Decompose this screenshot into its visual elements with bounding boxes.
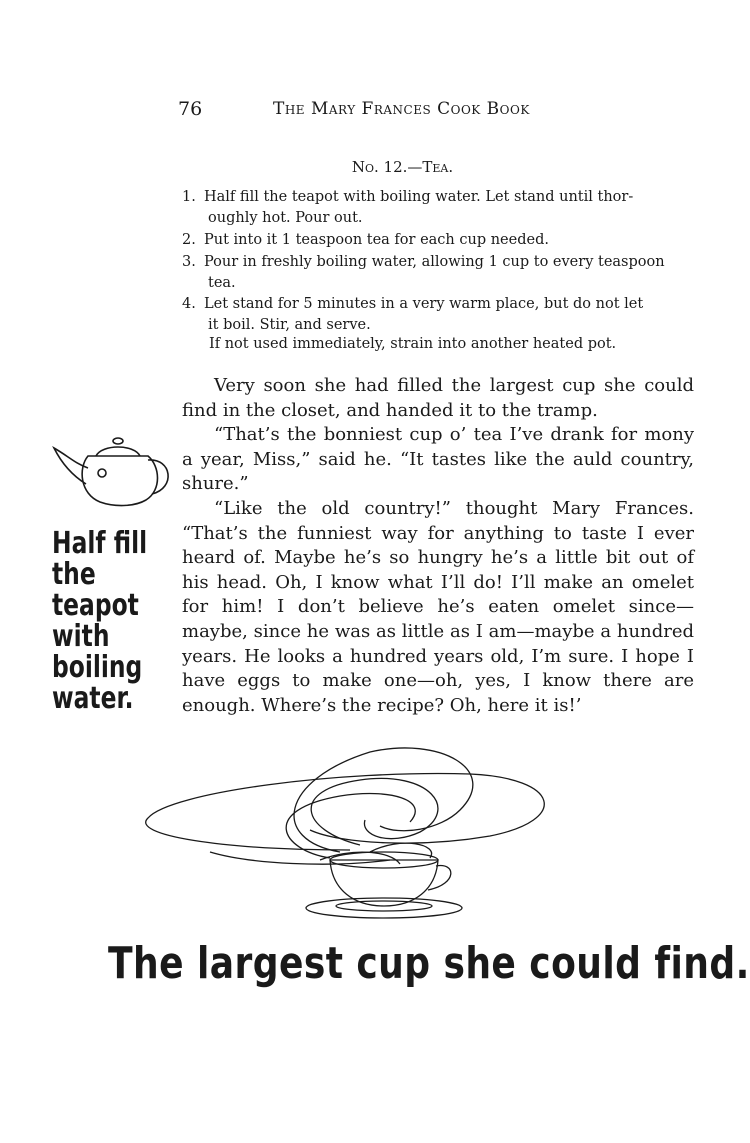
paragraph: Very soon she had filled the largest cup she could find in the closet, and handed it to the tramp. <box>182 375 694 421</box>
paragraph: “That’s the bonniest cup o’ tea I’ve drank for mony a year, Miss,” said he. “It tastes like the auld country, shure.” <box>182 424 694 495</box>
caption-line: teapot <box>52 588 139 623</box>
step-number: 1. <box>182 189 196 205</box>
caption-line: with <box>52 619 110 654</box>
step-number: 3. <box>182 254 196 270</box>
page-number: 76 <box>178 98 203 120</box>
paragraph: “Like the old country!” thought Mary Frances. “That’s the funniest way for anything to taste I ever heard of. Maybe he’s so hungry he’s a little bit out of his head. Oh, I know what I’ll do! I’ll make an omelet for him! I don’t believe he’s eaten omelet since—maybe, since he was as little as I am—maybe a hundred years. He looks a hundred years old, I’m sure. I hope I have eggs to make one—oh, yes, I know there are enough. Where’s the recipe? Oh, here it is!’ <box>182 497 694 716</box>
recipe-note: If not used immediately, strain into another heated pot. <box>209 336 617 352</box>
caption-line: the <box>52 557 96 592</box>
step-number: 2. <box>182 232 196 248</box>
running-title: The Mary Frances Cook Book <box>273 99 530 119</box>
illustration-caption: The largest cup she could find. <box>108 938 750 989</box>
recipe-step <box>182 294 697 336</box>
teapot-illustration <box>48 428 180 508</box>
narrative-text <box>182 374 694 718</box>
step-text: Half fill the teapot with boiling water. Let stand until thor- <box>204 189 634 205</box>
step-text-continued: oughly hot. Pour out. <box>208 210 363 226</box>
recipe-step <box>182 230 697 251</box>
recipe-step <box>182 252 697 294</box>
step-number: 4. <box>182 296 196 312</box>
recipe-title: No. 12.—Tea. <box>351 158 454 176</box>
caption-line: boiling <box>52 650 143 685</box>
caption-line: water. <box>52 681 134 716</box>
page-header <box>178 98 698 128</box>
step-text-continued: tea. <box>208 275 236 291</box>
step-text-continued: it boil. Stir, and serve. <box>208 317 371 333</box>
step-text: Let stand for 5 minutes in a very warm place, but do not let <box>204 296 644 312</box>
step-text: Put into it 1 teaspoon tea for each cup needed. <box>204 232 549 248</box>
side-caption <box>52 528 153 714</box>
step-text: Pour in freshly boiling water, allowing 1 cup to every teaspoon <box>204 254 665 270</box>
caption-line: Half fill <box>52 526 148 561</box>
steaming-cup-illustration <box>140 740 560 920</box>
recipe-step <box>182 187 697 229</box>
